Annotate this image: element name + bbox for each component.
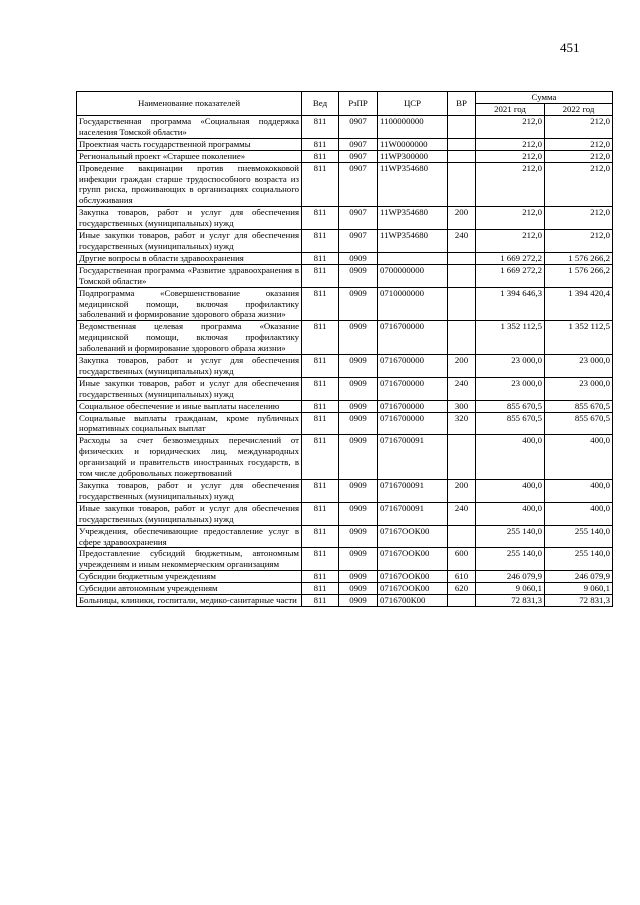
cell-ved: 811 [302,230,339,253]
cell-vr: 200 [448,480,476,503]
cell-sum-2021: 23 000,0 [476,377,545,400]
cell-name: Проведение вакцинации против пневмококковой инфекции граждан старше трудоспособного возраста из групп риска, проживающих в организациях социального обслуживания [77,162,302,207]
cell-sum-2022: 9 060,1 [545,583,613,595]
cell-rzpr: 0907 [339,150,378,162]
cell-sum-2022: 855 670,5 [545,412,613,435]
cell-name: Иные закупки товаров, работ и услуг для обеспечения государственных (муниципальных) нужд [77,230,302,253]
cell-rzpr: 0909 [339,480,378,503]
cell-rzpr: 0909 [339,502,378,525]
cell-vr: 600 [448,548,476,571]
cell-rzpr: 0909 [339,355,378,378]
cell-csr: 0716700000 [378,412,448,435]
cell-vr [448,162,476,207]
cell-ved: 811 [302,321,339,355]
cell-csr: 0700000000 [378,264,448,287]
cell-sum-2021: 212,0 [476,207,545,230]
cell-rzpr: 0909 [339,548,378,571]
table-row [77,321,613,355]
cell-rzpr: 0909 [339,583,378,595]
cell-name: Социальные выплаты гражданам, кроме публичных нормативных социальных выплат [77,412,302,435]
cell-csr: 1100000000 [378,116,448,139]
cell-sum-2022: 400,0 [545,435,613,480]
cell-name: Региональный проект «Старшее поколение» [77,150,302,162]
cell-ved: 811 [302,435,339,480]
table-row [77,435,613,480]
cell-ved: 811 [302,377,339,400]
cell-sum-2022: 212,0 [545,230,613,253]
cell-ved: 811 [302,355,339,378]
cell-name: Субсидии бюджетным учреждениям [77,571,302,583]
cell-sum-2022: 255 140,0 [545,548,613,571]
header-vr: ВР [448,92,476,116]
table-row [77,480,613,503]
cell-csr: 11WP354680 [378,207,448,230]
header-csr: ЦСР [378,92,448,116]
cell-sum-2021: 212,0 [476,138,545,150]
table-row [77,377,613,400]
cell-sum-2021: 855 670,5 [476,412,545,435]
cell-ved: 811 [302,162,339,207]
cell-rzpr: 0907 [339,230,378,253]
cell-rzpr: 0907 [339,116,378,139]
cell-name: Закупка товаров, работ и услуг для обеспечения государственных (муниципальных) нужд [77,207,302,230]
cell-sum-2022: 255 140,0 [545,525,613,548]
cell-sum-2021: 855 670,5 [476,400,545,412]
cell-rzpr: 0909 [339,252,378,264]
cell-vr [448,435,476,480]
cell-name: Государственная программа «Развитие здравоохранения в Томской области» [77,264,302,287]
cell-vr [448,525,476,548]
cell-sum-2022: 1 352 112,5 [545,321,613,355]
cell-ved: 811 [302,264,339,287]
cell-sum-2021: 212,0 [476,116,545,139]
cell-rzpr: 0909 [339,571,378,583]
cell-sum-2021: 1 394 646,3 [476,287,545,321]
cell-name: Расходы за счет безвозмездных перечислений от физических и юридических лиц, международных организаций и правительств иностранных государств, в том числе добровольных пожертвований [77,435,302,480]
cell-csr: 0716700000 [378,377,448,400]
cell-csr: 0716700091 [378,502,448,525]
table-row [77,138,613,150]
cell-sum-2021: 246 079,9 [476,571,545,583]
cell-name: Иные закупки товаров, работ и услуг для обеспечения государственных (муниципальных) нужд [77,377,302,400]
cell-name: Иные закупки товаров, работ и услуг для обеспечения государственных (муниципальных) нужд [77,502,302,525]
cell-csr: 0716700000 [378,355,448,378]
cell-ved: 811 [302,150,339,162]
cell-sum-2021: 255 140,0 [476,525,545,548]
cell-vr: 240 [448,502,476,525]
cell-name: Социальное обеспечение и иные выплаты населению [77,400,302,412]
table-row [77,595,613,607]
header-ved: Вед [302,92,339,116]
cell-sum-2022: 23 000,0 [545,377,613,400]
cell-csr: 0716700000 [378,321,448,355]
table-body [77,116,613,607]
cell-vr [448,116,476,139]
header-name: Наименование показателей [77,92,302,116]
cell-sum-2021: 1 669 272,2 [476,252,545,264]
cell-ved: 811 [302,571,339,583]
cell-csr: 0710000000 [378,287,448,321]
budget-table [76,91,613,607]
cell-rzpr: 0909 [339,287,378,321]
cell-sum-2022: 212,0 [545,138,613,150]
cell-rzpr: 0909 [339,435,378,480]
cell-ved: 811 [302,287,339,321]
cell-name: Закупка товаров, работ и услуг для обеспечения государственных (муниципальных) нужд [77,355,302,378]
cell-sum-2022: 246 079,9 [545,571,613,583]
table-row [77,116,613,139]
cell-sum-2021: 1 669 272,2 [476,264,545,287]
cell-csr: 0716700000 [378,400,448,412]
cell-sum-2021: 400,0 [476,435,545,480]
cell-vr [448,595,476,607]
cell-sum-2022: 212,0 [545,207,613,230]
cell-vr [448,252,476,264]
cell-name: Больницы, клиники, госпитали, медико-санитарные части [77,595,302,607]
cell-vr [448,138,476,150]
cell-sum-2021: 72 831,3 [476,595,545,607]
table-row [77,525,613,548]
cell-rzpr: 0907 [339,162,378,207]
cell-sum-2021: 212,0 [476,162,545,207]
cell-sum-2022: 72 831,3 [545,595,613,607]
cell-ved: 811 [302,252,339,264]
cell-sum-2022: 1 394 420,4 [545,287,613,321]
table-row [77,207,613,230]
cell-name: Закупка товаров, работ и услуг для обеспечения государственных (муниципальных) нужд [77,480,302,503]
cell-csr: 07167ООК00 [378,571,448,583]
table-row [77,548,613,571]
cell-sum-2021: 212,0 [476,230,545,253]
header-year-2021: 2021 год [476,104,545,116]
table-row [77,583,613,595]
table-header-row [77,92,613,104]
cell-sum-2022: 400,0 [545,480,613,503]
cell-csr: 11WP354680 [378,162,448,207]
cell-sum-2022: 212,0 [545,162,613,207]
cell-ved: 811 [302,207,339,230]
cell-csr: 0716700091 [378,480,448,503]
table-row [77,571,613,583]
cell-name: Подпрограмма «Совершенствование оказания медицинской помощи, включая профилактику заболеваний и формирование здорового образа жизни» [77,287,302,321]
cell-name: Учреждения, обеспечивающие предоставление услуг в сфере здравоохранения [77,525,302,548]
table-row [77,150,613,162]
cell-csr: 0716700К00 [378,595,448,607]
cell-sum-2022: 212,0 [545,150,613,162]
cell-csr: 11W0000000 [378,138,448,150]
cell-vr: 240 [448,230,476,253]
header-sum: Сумма [476,92,613,104]
cell-vr [448,321,476,355]
cell-sum-2022: 1 576 266,2 [545,252,613,264]
cell-ved: 811 [302,412,339,435]
cell-rzpr: 0909 [339,377,378,400]
cell-vr: 200 [448,207,476,230]
cell-vr: 240 [448,377,476,400]
cell-sum-2021: 400,0 [476,480,545,503]
header-year-2022: 2022 год [545,104,613,116]
cell-sum-2022: 23 000,0 [545,355,613,378]
cell-sum-2021: 400,0 [476,502,545,525]
cell-name: Проектная часть государственной программы [77,138,302,150]
cell-rzpr: 0909 [339,525,378,548]
cell-sum-2021: 212,0 [476,150,545,162]
cell-rzpr: 0909 [339,400,378,412]
cell-vr [448,150,476,162]
cell-sum-2021: 255 140,0 [476,548,545,571]
cell-vr: 320 [448,412,476,435]
cell-csr: 11WP354680 [378,230,448,253]
cell-vr: 200 [448,355,476,378]
cell-rzpr: 0907 [339,207,378,230]
cell-rzpr: 0909 [339,264,378,287]
cell-sum-2022: 1 576 266,2 [545,264,613,287]
cell-ved: 811 [302,595,339,607]
cell-name: Государственная программа «Социальная поддержка населения Томской области» [77,116,302,139]
cell-name: Другие вопросы в области здравоохранения [77,252,302,264]
cell-vr: 610 [448,571,476,583]
cell-ved: 811 [302,138,339,150]
table-row [77,400,613,412]
cell-csr: 11WP300000 [378,150,448,162]
cell-ved: 811 [302,116,339,139]
cell-rzpr: 0909 [339,595,378,607]
table-row [77,264,613,287]
header-rzpr: РзПР [339,92,378,116]
cell-csr: 07167ООК00 [378,548,448,571]
table-row [77,252,613,264]
cell-vr [448,287,476,321]
cell-rzpr: 0909 [339,321,378,355]
cell-csr [378,252,448,264]
page-number: 451 [560,40,580,55]
cell-sum-2021: 23 000,0 [476,355,545,378]
cell-ved: 811 [302,548,339,571]
cell-csr: 07167ООК00 [378,525,448,548]
cell-ved: 811 [302,583,339,595]
table-row [77,162,613,207]
cell-csr: 07167ООК00 [378,583,448,595]
cell-sum-2021: 9 060,1 [476,583,545,595]
cell-name: Предоставление субсидий бюджетным, автономным учреждениям и иным некоммерческим организациям [77,548,302,571]
table-row [77,355,613,378]
cell-ved: 811 [302,400,339,412]
cell-ved: 811 [302,480,339,503]
cell-vr: 620 [448,583,476,595]
cell-ved: 811 [302,525,339,548]
cell-rzpr: 0907 [339,138,378,150]
table-row [77,230,613,253]
cell-csr: 0716700091 [378,435,448,480]
table-row [77,287,613,321]
cell-vr [448,264,476,287]
cell-sum-2021: 1 352 112,5 [476,321,545,355]
cell-ved: 811 [302,502,339,525]
cell-sum-2022: 400,0 [545,502,613,525]
table-row [77,502,613,525]
cell-rzpr: 0909 [339,412,378,435]
table-row [77,412,613,435]
cell-sum-2022: 212,0 [545,116,613,139]
cell-vr: 300 [448,400,476,412]
cell-sum-2022: 855 670,5 [545,400,613,412]
cell-name: Субсидии автономным учреждениям [77,583,302,595]
cell-name: Ведомственная целевая программа «Оказание медицинской помощи, включая профилактику заболеваний и формирование здорового образа жизни» [77,321,302,355]
